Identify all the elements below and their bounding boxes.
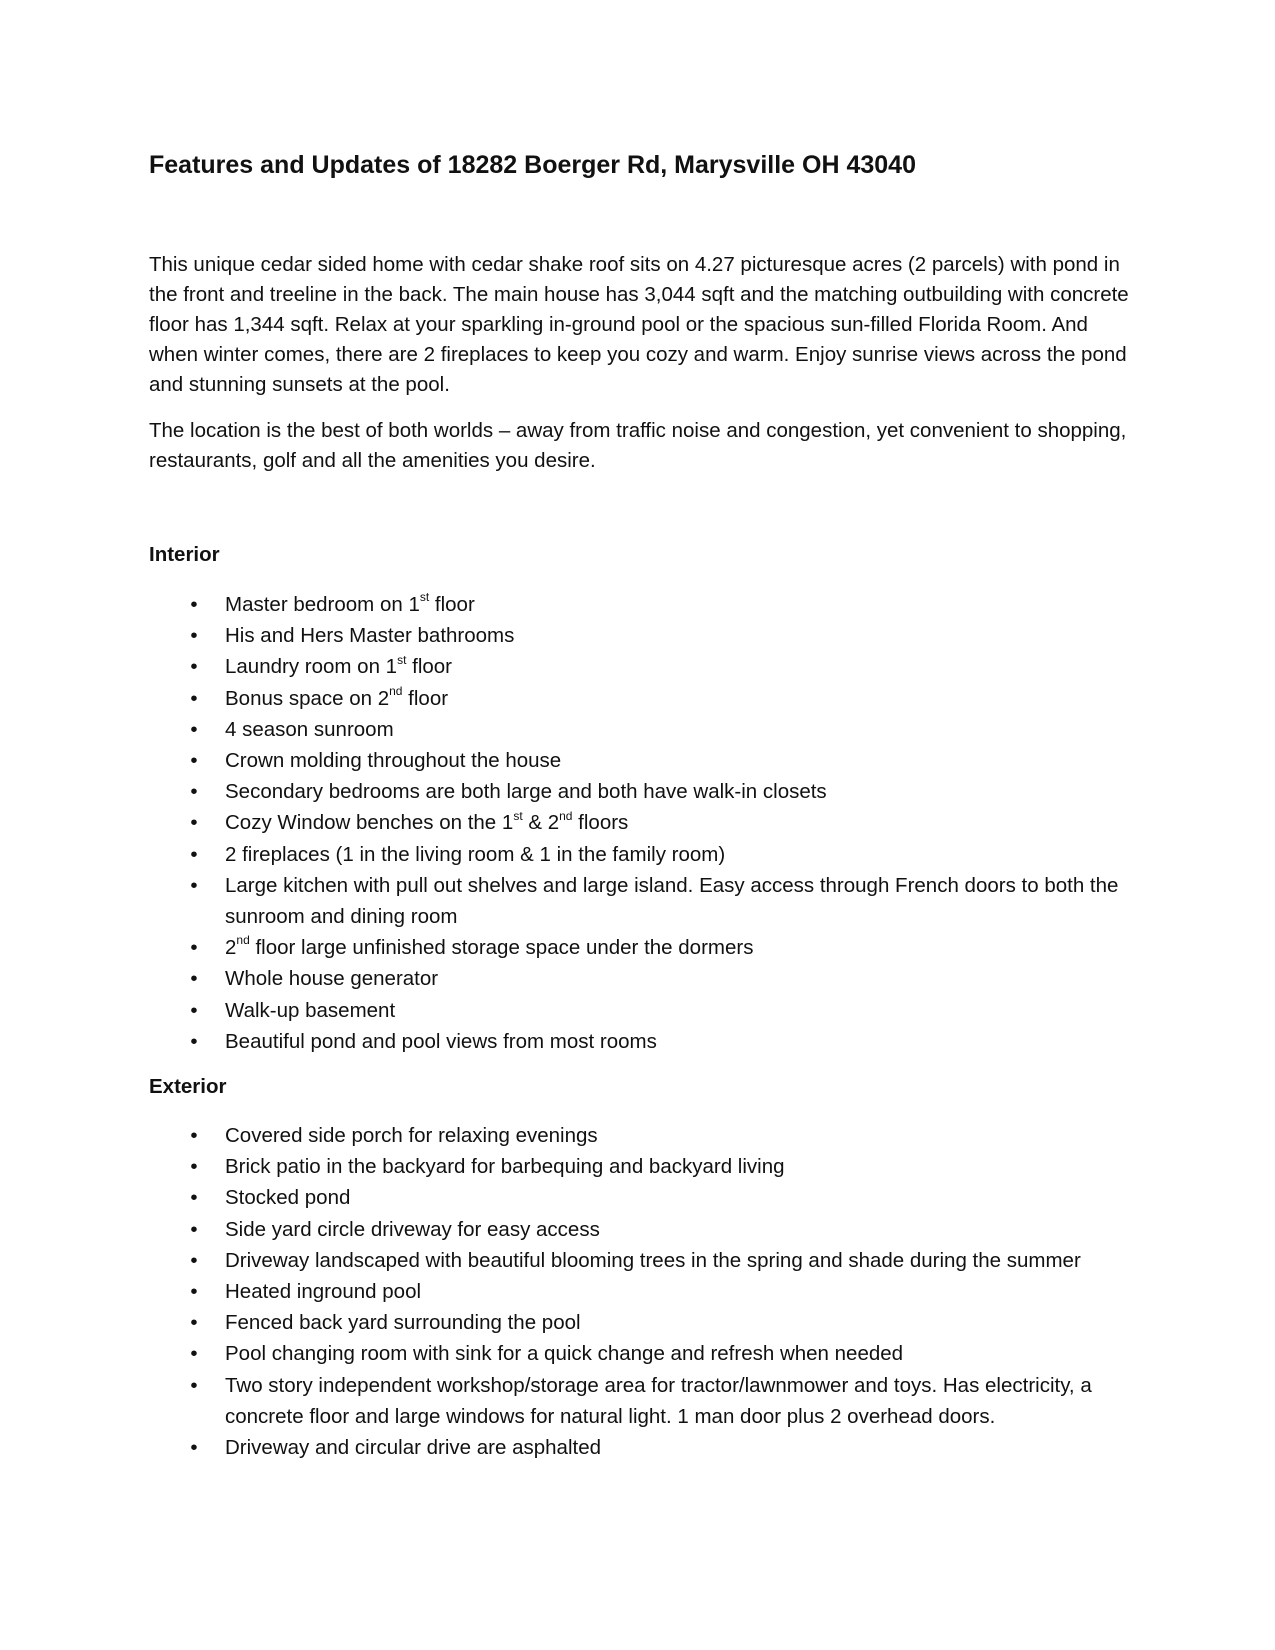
interior-feature-item (149, 1026, 1139, 1057)
bullet-icon: • (190, 1248, 198, 1272)
intro-section (149, 250, 1139, 492)
exterior-feature-item (149, 1432, 1139, 1463)
bullet-icon: • (190, 1280, 198, 1304)
bullet-icon: • (190, 998, 198, 1022)
bullet-icon: • (190, 842, 198, 866)
interior-feature-item (149, 839, 1139, 870)
interior-feature-item (149, 589, 1139, 620)
feature-text: Cozy Window benches on the 1 (225, 811, 514, 835)
interior-feature-list (149, 589, 1139, 1057)
exterior-feature-item (149, 1276, 1139, 1307)
feature-text: Covered side porch for relaxing evenings (225, 1124, 598, 1147)
bullet-icon: • (190, 811, 198, 835)
feature-text: Beautiful pond and pool views from most rooms (225, 1029, 657, 1053)
bullet-icon: • (190, 967, 198, 991)
exterior-heading: Exterior (149, 1075, 227, 1098)
intro-paragraph-1: This unique cedar sided home with cedar shake roof sits on 4.27 picturesque acres (2 parcels) with pond in the front and treeline in the back. The main house has 3,044 sqft and the matching outbuilding with concrete floor has 1,344 sqft. Relax at your sparkling in-ground pool or the spacious sun-filled Florida Room. And when winter comes, there are 2 fireplaces to keep you cozy and warm. Enjoy sunrise views across the pond and stunning sunsets at the pool. (149, 253, 1129, 396)
feature-text: floor (406, 655, 452, 679)
feature-text: Two story independent workshop/storage area for tractor/lawnmower and toys. Has electricity, a concrete floor and large windows for natural light. 1 man door plus 2 overhead doors. (225, 1373, 1092, 1428)
interior-heading: Interior (149, 543, 220, 566)
exterior-feature-item (149, 1151, 1139, 1182)
exterior-feature-item (149, 1245, 1139, 1276)
bullet-icon: • (190, 686, 198, 710)
exterior-feature-list (149, 1120, 1139, 1463)
feature-text: 4 season sunroom (225, 717, 394, 741)
ordinal-suffix: st (397, 652, 407, 667)
exterior-feature-item (149, 1182, 1139, 1213)
interior-feature-item (149, 776, 1139, 807)
bullet-icon: • (190, 873, 198, 897)
feature-text: Side yard circle driveway for easy access (225, 1217, 600, 1241)
interior-feature-item (149, 620, 1139, 651)
bullet-icon: • (190, 1029, 198, 1053)
bullet-icon: • (190, 624, 198, 648)
intro-paragraph-2: The location is the best of both worlds – away from traffic noise and congestion, yet convenient to shopping, restaurants, golf and all the amenities you desire. (149, 419, 1127, 472)
interior-feature-item (149, 932, 1139, 963)
feature-text: Secondary bedrooms are both large and both have walk-in closets (225, 780, 827, 804)
bullet-icon: • (190, 1217, 198, 1241)
bullet-icon: • (190, 717, 198, 741)
ordinal-suffix: nd (389, 683, 403, 698)
feature-text: Driveway and circular drive are asphalted (225, 1436, 602, 1460)
feature-text: His and Hers Master bathrooms (225, 624, 515, 648)
bullet-icon: • (190, 936, 198, 960)
feature-text: Crown molding throughout the house (225, 749, 562, 773)
bullet-icon: • (190, 1436, 198, 1460)
feature-text: Stocked pond (225, 1186, 351, 1210)
interior-feature-item (149, 995, 1139, 1026)
feature-text: Large kitchen with pull out shelves and large island. Easy access through French doors to both the sunroom and dining room (225, 873, 1119, 929)
feature-text: floor (429, 593, 475, 616)
bullet-icon: • (190, 1342, 198, 1366)
interior-feature-item (149, 807, 1139, 838)
exterior-feature-item (149, 1338, 1139, 1369)
feature-text: Heated inground pool (225, 1280, 422, 1304)
feature-text: floors (572, 811, 629, 835)
feature-text: & 2 (522, 811, 560, 835)
feature-text: Walk-up basement (225, 998, 396, 1022)
bullet-icon: • (190, 1373, 198, 1397)
feature-text: Bonus space on 2 (225, 686, 390, 710)
ordinal-suffix: st (513, 808, 523, 823)
exterior-feature-item (149, 1120, 1139, 1151)
interior-feature-item (149, 714, 1139, 745)
feature-text: Brick patio in the backyard for barbequing and backyard living (225, 1155, 785, 1179)
feature-text: 2 (225, 936, 237, 960)
bullet-icon: • (190, 655, 198, 679)
bullet-icon: • (190, 749, 198, 773)
feature-text: floor (402, 686, 449, 710)
bullet-icon: • (190, 1311, 198, 1335)
bullet-icon: • (190, 593, 198, 616)
feature-text: Pool changing room with sink for a quick change and refresh when needed (225, 1342, 904, 1366)
ordinal-suffix: nd (559, 808, 573, 823)
feature-text: Driveway landscaped with beautiful blooming trees in the spring and shade during the summer (225, 1248, 1081, 1272)
feature-text: Master bedroom on 1 (225, 593, 420, 616)
interior-feature-item (149, 745, 1139, 776)
exterior-feature-item (149, 1307, 1139, 1338)
exterior-feature-item (149, 1370, 1139, 1432)
document-title: Features and Updates of 18282 Boerger Rd, Marysville OH 43040 (149, 151, 916, 179)
feature-text: floor large unfinished storage space under the dormers (249, 936, 754, 960)
feature-text: Fenced back yard surrounding the pool (225, 1311, 581, 1335)
bullet-icon: • (190, 1124, 198, 1147)
feature-text: 2 fireplaces (1 in the living room & 1 in the family room) (225, 842, 726, 866)
interior-feature-item (149, 651, 1139, 682)
interior-feature-item (149, 683, 1139, 714)
feature-text: Laundry room on 1 (225, 655, 398, 679)
bullet-icon: • (190, 1155, 198, 1179)
bullet-icon: • (190, 780, 198, 804)
feature-text: Whole house generator (225, 967, 439, 991)
bullet-icon: • (190, 1186, 198, 1210)
ordinal-suffix: st (419, 590, 430, 605)
interior-feature-item (149, 963, 1139, 994)
interior-feature-item (149, 870, 1139, 932)
exterior-feature-item (149, 1214, 1139, 1245)
ordinal-suffix: nd (236, 933, 250, 948)
